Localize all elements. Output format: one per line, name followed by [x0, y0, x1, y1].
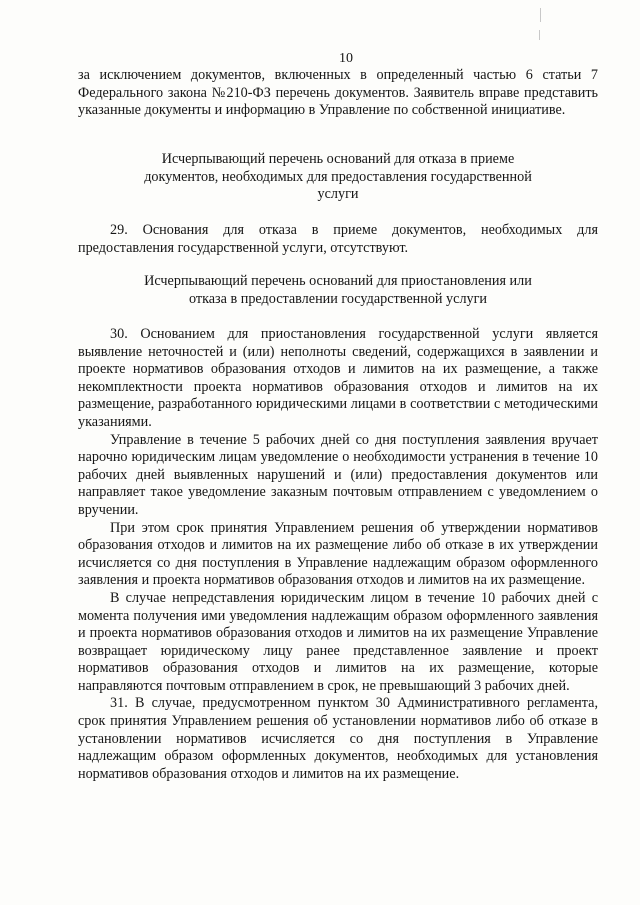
heading-refusal-acceptance: Исчерпывающий перечень оснований для отказа в приеме документов, необходимых для предоставления государственной услуги	[144, 151, 532, 203]
clause-30-31-block	[78, 326, 598, 783]
clause-30-notice: Управление в течение 5 рабочих дней со дня поступления заявления вручает нарочно юридическим лицам уведомление о необходимости устранения в течение 10 рабочих дней выявленных нарушений и (или) предоставления документов или направляет такое уведомление заказным почтовым отправлением с уведомлением о вручении.	[78, 431, 598, 518]
scan-mark	[540, 8, 541, 22]
section-heading-refusal-acceptance	[78, 151, 598, 204]
clause-30: 30. Основанием для приостановления государственной услуги является выявление неточностей и (или) неполноты сведений, содержащихся в заявлении и проекте нормативов образования отходов и лимитов на их размещение, а также некомплектности проекта нормативов образования отходов и лимитов на их размещение, разработанного юридическими лицами в соответствии с методическими указаниями.	[78, 326, 598, 430]
clause-30-return: В случае непредставления юридическим лицом в течение 10 рабочих дней с момента получения ими уведомления надлежащим образом оформленного заявления и проекта нормативов образования отходов и лимитов на их размещение Управление возвращает юридическому лицу ранее представленное заявление и проект нормативов образования отходов и лимитов на их размещение, которые направляются почтовым отправлением в срок, не превышающий 3 рабочих дней.	[78, 589, 598, 694]
clause-30-term: При этом срок принятия Управлением решения об утверждении нормативов образования отходов и лимитов на их размещение либо об отказе в их утверждении исчисляется со дня поступления в Управление надлежащим образом оформленного заявления и проекта нормативов образования отходов и лимитов на их размещение.	[78, 519, 598, 589]
intro-paragraph: за исключением документов, включенных в определенный частью 6 статьи 7 Федерального закона №210-ФЗ перечень документов. Заявитель вправе представить указанные документы и информацию в Управление по собственной инициативе.	[78, 67, 598, 119]
heading-suspension: Исчерпывающий перечень оснований для приостановления или отказа в предоставлении государственной услуги	[144, 273, 532, 307]
intro-paragraph-block	[78, 67, 598, 120]
clause-29-block	[78, 222, 598, 257]
section-heading-suspension	[78, 273, 598, 308]
clause-31: 31. В случае, предусмотренном пунктом 30 Административного регламента, срок принятия Управлением решения об установлении нормативов либо об отказе в установлении нормативов исчисляется со дня поступления в Управление надлежащим образом оформленных документов, необходимых для установления нормативов образования отходов и лимитов на их размещение.	[78, 695, 598, 782]
clause-29: 29. Основания для отказа в приеме документов, необходимых для предоставления государственной услуги, отсутствуют.	[78, 222, 598, 256]
page-number: 10	[339, 51, 353, 66]
scan-mark	[539, 30, 540, 40]
